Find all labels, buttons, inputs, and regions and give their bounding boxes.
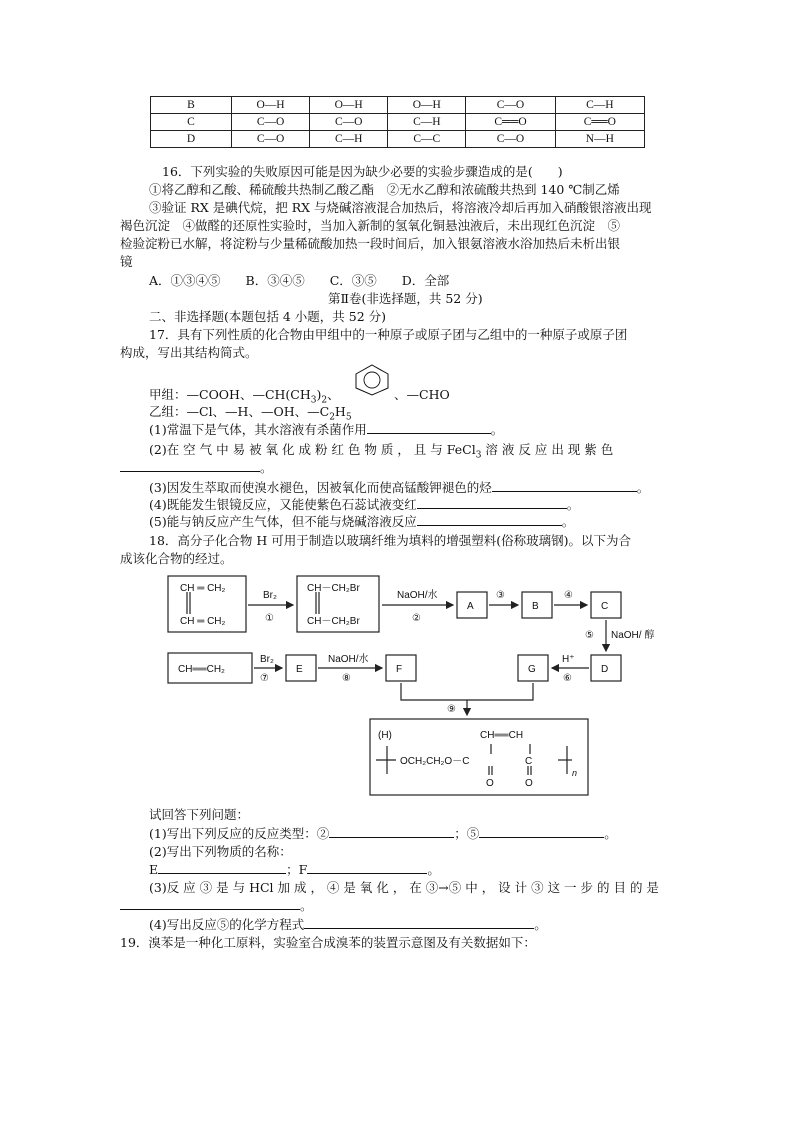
q17-part3: (3)因发生萃取而使溴水褪色，因被氧化而使高锰酸钾褪色的烃 。: [149, 480, 650, 495]
q18-ask: 试回答下列问题：: [149, 807, 250, 822]
table-cell: C—O: [466, 97, 555, 114]
table-cell: C—O: [310, 114, 388, 131]
answer-blank[interactable]: [329, 825, 454, 838]
br2-label-2: Br₂: [260, 654, 274, 665]
answer-blank[interactable]: [492, 479, 637, 492]
q16-options: A．①③④⑤ B．③④⑤ C．③⑤ D．全部: [149, 273, 450, 288]
table-cell: C—H: [388, 114, 466, 131]
polymer-top-label: CH══CH: [480, 730, 524, 741]
answer-blank[interactable]: [304, 916, 534, 929]
q19-stem: 19．溴苯是一种化工原料，实验室合成溴苯的装置示意图及有关数据如下：: [120, 935, 536, 950]
step-2-label: ②: [412, 613, 421, 624]
q17-stem1: 17．具有下列性质的化合物由甲组中的一种原子或原子团与乙组中的一种原子或原子团: [149, 327, 628, 342]
naoh-alcohol-label: NaOH/ 醇: [611, 630, 655, 641]
diagram-labels: [178, 583, 654, 789]
q16-line3: 褐色沉淀 ④做醛的还原性实验时，当加入新制的氢氧化铜悬浊液后，未出现红色沉淀 ⑤: [120, 218, 621, 233]
step-9-label: ⑨: [447, 704, 456, 715]
table-cell: O—H: [232, 97, 310, 114]
q18-stem1: 18．高分子化合物 H 可用于制造以玻璃纤维为填料的增强塑料(俗称玻璃钢)。以下为合: [149, 533, 632, 548]
q18-part1: (1)写出下列反应的反应类型：② ；⑤ 。: [149, 826, 617, 841]
polymer-chain-label: OCH₂CH₂O－C: [400, 756, 470, 767]
compound-C-label: C: [601, 601, 609, 612]
table-cell: C══O: [555, 114, 644, 131]
q17-groupA: 甲组：—COOH、$—CH(CH_3)_2$、: [149, 387, 340, 406]
q16-line4: 检验淀粉已水解，将淀粉与少量稀硫酸加热一段时间后，加入银氨溶液水浴加热后未析出银: [120, 236, 621, 251]
compound-A-label: A: [467, 601, 474, 612]
step-1-label: ①: [265, 613, 274, 624]
q17-part5: (5)能与钠反应产生气体，但不能与烧碱溶液反应 。: [149, 514, 575, 529]
start-top-label: CH ═ CH₂: [180, 583, 226, 594]
step-6-label: ⑥: [563, 673, 572, 684]
answer-blank[interactable]: [120, 897, 300, 910]
compound-D-label: D: [601, 664, 609, 675]
table-row: [151, 131, 645, 148]
table-cell: N—H: [555, 131, 644, 148]
ethene-label: CH══CH₂: [178, 664, 225, 675]
diagram-shapes: [168, 576, 621, 795]
table-cell: C—O: [466, 131, 555, 148]
dibromide-top-label: CH－CH₂Br: [307, 583, 360, 594]
table-cell: C—C: [388, 131, 466, 148]
step-7-label: ⑦: [260, 673, 269, 684]
answer-blank[interactable]: [367, 421, 491, 434]
q18-stem2: 成该化合物的经过。: [120, 551, 233, 566]
table-cell: C—H: [555, 97, 644, 114]
table-cell: O—H: [310, 97, 388, 114]
table-cell: C: [151, 114, 232, 131]
q17-groupA-end: 、—CHO: [394, 387, 450, 402]
answer-blank[interactable]: [307, 861, 427, 874]
q18-part2: (2)写出下列物质的名称：: [149, 844, 292, 859]
synthesis-route-diagram: [160, 568, 680, 800]
q17-part1: (1)常温下是气体，其水溶液有杀菌作用 。: [149, 422, 504, 437]
section2-title: 二、非选择题(本题包括 4 小题，共 52 分): [149, 309, 387, 324]
start-bottom-label: CH ═ CH₂: [180, 616, 226, 627]
q18-part3-answer: 。: [120, 897, 313, 914]
naoh-water-label-1: NaOH/水: [397, 590, 438, 601]
answer-blank[interactable]: [417, 496, 567, 509]
bond-table: [150, 96, 645, 148]
q17-groupB: 乙组：—Cl、—H、—OH、$—C_2H_5$: [149, 404, 352, 423]
q18-part2-answers: E ；F 。: [149, 862, 440, 877]
br2-label-1: Br₂: [263, 590, 277, 601]
step-5-label: ⑤: [585, 630, 594, 641]
compound-F-label: F: [396, 664, 403, 675]
polymer-H-label: (H): [378, 730, 392, 741]
answer-blank[interactable]: [158, 861, 286, 874]
answer-blank[interactable]: [120, 459, 260, 472]
polymer-o2-label: O: [525, 778, 533, 789]
q18-part3: (3)反 应 ③ 是 与 HCl 加 成 ， ④ 是 氧 化 ， 在 ③→⑤ 中 ， 设 计 ③ 这 一 步 的 目 的 是: [149, 880, 659, 895]
polymer-c2-label: C: [525, 756, 533, 767]
table-row: [151, 114, 645, 131]
table-cell: O—H: [388, 97, 466, 114]
polymer-o1-label: O: [486, 778, 494, 789]
step-4-label: ④: [564, 590, 573, 601]
table-cell: C—H: [310, 131, 388, 148]
compound-B-label: B: [532, 601, 539, 612]
table-cell: C══O: [466, 114, 555, 131]
q17-stem2: 构成，写出其结构简式。: [120, 345, 258, 360]
answer-blank[interactable]: [479, 825, 604, 838]
polymer-n-label: n: [572, 768, 578, 778]
compound-G-label: G: [528, 664, 536, 675]
hplus-label: H⁺: [562, 654, 575, 665]
q16-stem: 16．下列实验的失败原因可能是因为缺少必要的实验步骤造成的是( ): [162, 164, 563, 179]
q16-line2: ③验证 RX 是碘代烷，把 RX 与烧碱溶液混合加热后，将溶液冷却后再加入硝酸银溶液出现: [149, 200, 652, 215]
q17-part4: (4)既能发生银镜反应，又能使紫色石蕊试液变红 。: [149, 497, 580, 512]
table-cell: B: [151, 97, 232, 114]
answer-blank[interactable]: [417, 513, 562, 526]
q17-part2: (2)在 空 气 中 易 被 氧 化 成 粉 红 色 物 质 ， 且 与 FeCl$_3$ 溶 液 反 应 出 现 紫 色: [149, 442, 614, 461]
naoh-water-label-2: NaOH/水: [328, 654, 369, 665]
step-3-label: ③: [496, 590, 505, 601]
table-cell: C—O: [232, 114, 310, 131]
q17-part2-answer: 。: [120, 459, 273, 476]
step-8-label: ⑧: [342, 673, 351, 684]
phenyl-ring-icon: [350, 363, 394, 397]
q18-part4: (4)写出反应⑤的化学方程式 。: [149, 917, 547, 932]
q16-line1: ①将乙醇和乙酸、稀硫酸共热制乙酸乙酯 ②无水乙醇和浓硫酸共热到 140 ℃制乙烯: [149, 182, 620, 197]
table-cell: D: [151, 131, 232, 148]
compound-E-label: E: [296, 664, 303, 675]
table-row: [151, 97, 645, 114]
q16-line5: 镜: [120, 254, 133, 269]
table-cell: C—O: [232, 131, 310, 148]
section2-header: 第Ⅱ卷(非选择题，共 52 分): [328, 291, 483, 306]
dibromide-bottom-label: CH－CH₂Br: [307, 616, 360, 627]
